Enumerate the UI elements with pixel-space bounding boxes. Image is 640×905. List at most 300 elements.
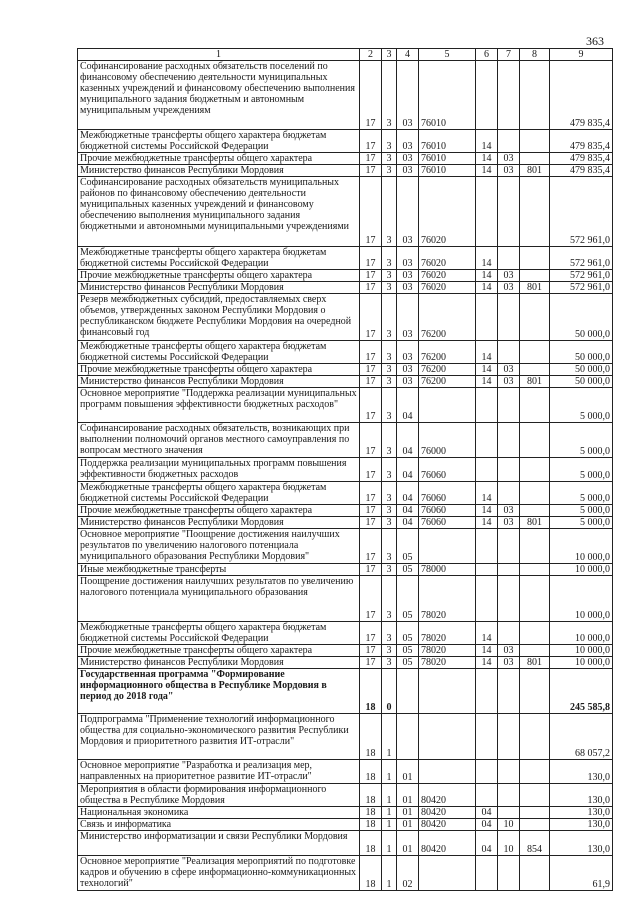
table-cell: 5 000,0 — [550, 482, 613, 505]
table-cell — [476, 714, 498, 760]
table-row — [78, 576, 613, 622]
table-cell: 50 000,0 — [550, 341, 613, 364]
table-cell: 245 585,8 — [550, 669, 613, 714]
table-cell — [520, 130, 550, 153]
table-cell — [520, 61, 550, 130]
table-row — [78, 564, 613, 576]
table-cell: 01 — [397, 760, 419, 784]
table-cell — [520, 177, 550, 247]
table-cell: 10 000,0 — [550, 657, 613, 669]
table-cell — [419, 856, 476, 891]
table-cell: 01 — [397, 784, 419, 807]
table-cell: 78000 — [419, 564, 476, 576]
table-row — [78, 247, 613, 270]
table-cell: 479 835,4 — [550, 61, 613, 130]
table-cell: 76000 — [419, 423, 476, 458]
table-cell: 17 — [360, 177, 382, 247]
table-cell: 05 — [397, 576, 419, 622]
table-cell: 479 835,4 — [550, 165, 613, 177]
table-cell — [397, 714, 419, 760]
row-description: Прочие межбюджетные трансферты общего характера — [78, 645, 360, 657]
table-cell: 03 — [397, 247, 419, 270]
table-cell — [498, 714, 520, 760]
table-cell: 130,0 — [550, 819, 613, 831]
table-cell — [520, 247, 550, 270]
table-cell: 10 — [498, 831, 520, 856]
table-row — [78, 294, 613, 341]
table-cell: 17 — [360, 294, 382, 341]
table-cell: 17 — [360, 529, 382, 564]
table-cell: 1 — [382, 831, 397, 856]
column-header: 6 — [476, 49, 498, 61]
table-cell: 05 — [397, 622, 419, 645]
table-cell: 18 — [360, 669, 382, 714]
row-description: Софинансирование расходных обязательств, возникающих при выполнении полномочий органов местного самоуправления по вопросам местного значения — [78, 423, 360, 458]
table-cell — [520, 270, 550, 282]
table-cell: 03 — [498, 645, 520, 657]
table-cell: 14 — [476, 622, 498, 645]
table-cell: 78020 — [419, 657, 476, 669]
table-cell — [520, 423, 550, 458]
table-cell: 14 — [476, 645, 498, 657]
table-row — [78, 714, 613, 760]
table-cell: 76010 — [419, 61, 476, 130]
row-description: Поддержка реализации муниципальных программ повышения эффективности бюджетных расходов — [78, 458, 360, 482]
page-number: 363 — [586, 34, 604, 48]
table-cell: 5 000,0 — [550, 505, 613, 517]
table-row — [78, 423, 613, 458]
table-cell: 76020 — [419, 282, 476, 294]
table-cell — [520, 714, 550, 760]
table-cell: 04 — [397, 482, 419, 505]
row-description: Софинансирование расходных обязательств муниципальных районов по финансовому обеспечению деятельности муниципальных казенных учреждений и финансовому обеспечению выполнения муниципального задания бюджетными и автономными муниципальными учреждениями — [78, 177, 360, 247]
table-cell: 3 — [382, 505, 397, 517]
table-cell: 03 — [498, 376, 520, 388]
table-cell: 1 — [382, 784, 397, 807]
table-cell: 130,0 — [550, 807, 613, 819]
table-row — [78, 270, 613, 282]
row-description: Иные межбюджетные трансферты — [78, 564, 360, 576]
table-row — [78, 505, 613, 517]
table-cell: 572 961,0 — [550, 270, 613, 282]
row-description: Министерство информатизации и связи Республики Мордовия — [78, 831, 360, 856]
table-cell: 5 000,0 — [550, 458, 613, 482]
table-cell: 5 000,0 — [550, 388, 613, 423]
table-cell: 02 — [397, 856, 419, 891]
table-cell — [520, 622, 550, 645]
table-cell: 14 — [476, 376, 498, 388]
table-cell: 76200 — [419, 294, 476, 341]
table-cell: 18 — [360, 760, 382, 784]
table-cell — [476, 669, 498, 714]
table-cell: 03 — [397, 61, 419, 130]
table-cell — [498, 388, 520, 423]
table-cell: 04 — [476, 831, 498, 856]
table-cell: 80420 — [419, 784, 476, 807]
table-row — [78, 388, 613, 423]
table-cell: 10 000,0 — [550, 622, 613, 645]
table-cell: 03 — [397, 153, 419, 165]
table-row — [78, 364, 613, 376]
table-cell: 17 — [360, 645, 382, 657]
table-cell: 14 — [476, 247, 498, 270]
table-cell — [520, 458, 550, 482]
table-cell: 18 — [360, 714, 382, 760]
table-cell: 50 000,0 — [550, 294, 613, 341]
table-cell: 3 — [382, 482, 397, 505]
table-cell: 3 — [382, 622, 397, 645]
table-cell — [520, 341, 550, 364]
table-cell: 17 — [360, 388, 382, 423]
table-cell: 3 — [382, 458, 397, 482]
table-cell: 04 — [476, 819, 498, 831]
table-cell: 18 — [360, 819, 382, 831]
table-cell: 05 — [397, 529, 419, 564]
row-description: Резерв межбюджетных субсидий, предоставляемых сверх объемов, утвержденных законом Республики Мордовия о республиканском бюджете Республики Мордовия на очередной финансовый год — [78, 294, 360, 341]
column-header: 7 — [498, 49, 520, 61]
table-cell: 572 961,0 — [550, 177, 613, 247]
table-row — [78, 669, 613, 714]
table-cell — [498, 622, 520, 645]
column-header: 8 — [520, 49, 550, 61]
table-cell: 76010 — [419, 130, 476, 153]
table-cell: 76010 — [419, 153, 476, 165]
table-cell: 1 — [382, 819, 397, 831]
table-cell — [498, 529, 520, 564]
table-row — [78, 130, 613, 153]
table-cell — [520, 294, 550, 341]
table-cell — [498, 341, 520, 364]
table-cell — [476, 576, 498, 622]
row-description: Национальная экономика — [78, 807, 360, 819]
table-cell — [498, 294, 520, 341]
table-cell: 572 961,0 — [550, 247, 613, 270]
table-cell — [498, 784, 520, 807]
table-cell: 14 — [476, 130, 498, 153]
table-row — [78, 165, 613, 177]
table-cell: 479 835,4 — [550, 153, 613, 165]
table-cell: 03 — [397, 294, 419, 341]
table-cell: 04 — [397, 505, 419, 517]
table-cell: 10 000,0 — [550, 645, 613, 657]
table-cell — [520, 807, 550, 819]
table-cell — [498, 458, 520, 482]
table-cell: 5 000,0 — [550, 517, 613, 529]
table-cell: 04 — [397, 517, 419, 529]
table-cell: 76200 — [419, 376, 476, 388]
table-cell: 14 — [476, 282, 498, 294]
table-cell: 18 — [360, 831, 382, 856]
table-cell: 03 — [498, 270, 520, 282]
table-cell: 3 — [382, 564, 397, 576]
table-cell — [476, 61, 498, 130]
table-cell: 801 — [520, 165, 550, 177]
row-description: Межбюджетные трансферты общего характера бюджетам бюджетной системы Российской Федерации — [78, 341, 360, 364]
column-header: 3 — [382, 49, 397, 61]
table-cell — [498, 247, 520, 270]
table-cell — [498, 423, 520, 458]
table-cell: 130,0 — [550, 831, 613, 856]
table-cell — [419, 388, 476, 423]
table-row — [78, 341, 613, 364]
table-cell: 76060 — [419, 482, 476, 505]
table-cell: 14 — [476, 517, 498, 529]
table-cell: 17 — [360, 341, 382, 364]
table-cell: 17 — [360, 165, 382, 177]
table-cell: 854 — [520, 831, 550, 856]
table-cell: 17 — [360, 247, 382, 270]
table-cell: 0 — [382, 669, 397, 714]
table-cell: 76020 — [419, 270, 476, 282]
row-description: Основное мероприятие "Реализация мероприятий по подготовке кадров и обучению в сфере информационно-коммуникационных технологий" — [78, 856, 360, 891]
column-header: 9 — [550, 49, 613, 61]
row-description: Основное мероприятие "Разработка и реализация мер, направленных на приоритетное развитие ИТ-отрасли" — [78, 760, 360, 784]
row-description: Прочие межбюджетные трансферты общего характера — [78, 153, 360, 165]
table-row — [78, 482, 613, 505]
table-cell: 80420 — [419, 807, 476, 819]
table-cell: 50 000,0 — [550, 364, 613, 376]
table-cell: 572 961,0 — [550, 282, 613, 294]
table-cell: 03 — [498, 282, 520, 294]
table-cell — [476, 564, 498, 576]
table-cell — [520, 529, 550, 564]
row-description: Подпрограмма "Применение технологий информационного общества для социально-экономического развития Республики Мордовия и приоритетного развития ИТ-отрасли" — [78, 714, 360, 760]
table-cell: 03 — [498, 364, 520, 376]
table-cell: 3 — [382, 376, 397, 388]
table-cell — [520, 505, 550, 517]
table-cell — [520, 576, 550, 622]
header-row — [78, 49, 613, 61]
table-row — [78, 282, 613, 294]
table-cell — [520, 819, 550, 831]
table-cell: 03 — [498, 153, 520, 165]
table-cell — [476, 784, 498, 807]
table-cell: 3 — [382, 130, 397, 153]
table-cell — [476, 856, 498, 891]
row-description: Поощрение достижения наилучших результатов по увеличению налогового потенциала муниципального образования — [78, 576, 360, 622]
table-cell — [498, 177, 520, 247]
table-cell: 03 — [397, 341, 419, 364]
row-description: Министерство финансов Республики Мордовия — [78, 165, 360, 177]
table-cell: 68 057,2 — [550, 714, 613, 760]
table-cell — [520, 364, 550, 376]
table-cell: 01 — [397, 831, 419, 856]
table-row — [78, 622, 613, 645]
row-description: Министерство финансов Республики Мордовия — [78, 517, 360, 529]
table-row — [78, 856, 613, 891]
table-cell: 479 835,4 — [550, 130, 613, 153]
table-cell — [397, 669, 419, 714]
table-cell: 04 — [476, 807, 498, 819]
table-cell: 76020 — [419, 177, 476, 247]
table-cell: 61,9 — [550, 856, 613, 891]
table-cell: 17 — [360, 376, 382, 388]
table-cell — [476, 458, 498, 482]
table-cell: 78020 — [419, 622, 476, 645]
table-cell — [520, 856, 550, 891]
table-cell: 10 000,0 — [550, 564, 613, 576]
table-row — [78, 61, 613, 130]
table-cell: 03 — [397, 270, 419, 282]
table-cell: 17 — [360, 622, 382, 645]
table-cell: 76060 — [419, 517, 476, 529]
table-row — [78, 784, 613, 807]
row-description: Прочие межбюджетные трансферты общего характера — [78, 505, 360, 517]
table-cell: 05 — [397, 645, 419, 657]
row-description: Министерство финансов Республики Мордовия — [78, 657, 360, 669]
table-cell: 76200 — [419, 364, 476, 376]
table-cell: 3 — [382, 294, 397, 341]
column-header: 5 — [419, 49, 476, 61]
table-cell: 03 — [397, 130, 419, 153]
table-cell: 3 — [382, 165, 397, 177]
table-cell: 130,0 — [550, 760, 613, 784]
table-row — [78, 177, 613, 247]
table-cell: 17 — [360, 576, 382, 622]
table-cell: 17 — [360, 270, 382, 282]
table-cell: 3 — [382, 517, 397, 529]
table-cell: 17 — [360, 61, 382, 130]
row-description: Прочие межбюджетные трансферты общего характера — [78, 270, 360, 282]
table-cell: 04 — [397, 388, 419, 423]
table-cell: 1 — [382, 760, 397, 784]
table-cell: 01 — [397, 807, 419, 819]
table-cell: 3 — [382, 341, 397, 364]
row-description: Государственная программа "Формирование информационного общества в Республике Мордовия в период до 2018 года" — [78, 669, 360, 714]
row-description: Министерство финансов Республики Мордовия — [78, 376, 360, 388]
row-description: Основное мероприятие "Поддержка реализации муниципальных программ повышения эффективности бюджетных расходов" — [78, 388, 360, 423]
table-row — [78, 376, 613, 388]
table-cell: 17 — [360, 282, 382, 294]
table-cell — [498, 576, 520, 622]
row-description: Мероприятия в области формирования информационного общества в Республике Мордовия — [78, 784, 360, 807]
table-cell — [476, 294, 498, 341]
table-cell — [520, 669, 550, 714]
table-cell: 03 — [397, 376, 419, 388]
table-cell — [476, 760, 498, 784]
table-cell: 76060 — [419, 505, 476, 517]
table-cell: 03 — [397, 165, 419, 177]
table-cell — [498, 482, 520, 505]
table-cell: 801 — [520, 657, 550, 669]
budget-table — [77, 48, 613, 891]
table-cell: 18 — [360, 856, 382, 891]
table-cell — [520, 388, 550, 423]
table-cell: 14 — [476, 165, 498, 177]
table-cell: 03 — [397, 282, 419, 294]
table-cell: 03 — [498, 165, 520, 177]
table-cell — [476, 177, 498, 247]
table-cell: 14 — [476, 657, 498, 669]
table-row — [78, 657, 613, 669]
table-cell: 14 — [476, 482, 498, 505]
table-cell: 3 — [382, 657, 397, 669]
table-cell: 04 — [397, 423, 419, 458]
table-cell — [498, 61, 520, 130]
table-cell — [520, 564, 550, 576]
table-cell: 03 — [498, 657, 520, 669]
column-header: 2 — [360, 49, 382, 61]
table-cell: 801 — [520, 517, 550, 529]
table-cell: 17 — [360, 564, 382, 576]
table-cell: 3 — [382, 153, 397, 165]
table-row — [78, 807, 613, 819]
table-cell: 03 — [397, 364, 419, 376]
row-description: Межбюджетные трансферты общего характера бюджетам бюджетной системы Российской Федерации — [78, 130, 360, 153]
table-cell — [498, 856, 520, 891]
table-cell: 17 — [360, 130, 382, 153]
table-cell — [476, 423, 498, 458]
row-description: Министерство финансов Республики Мордовия — [78, 282, 360, 294]
row-description: Межбюджетные трансферты общего характера бюджетам бюджетной системы Российской Федерации — [78, 247, 360, 270]
table-cell: 3 — [382, 364, 397, 376]
table-cell: 3 — [382, 388, 397, 423]
table-cell: 17 — [360, 458, 382, 482]
table-cell: 14 — [476, 364, 498, 376]
table-cell: 05 — [397, 564, 419, 576]
table-cell: 18 — [360, 784, 382, 807]
table-cell — [520, 482, 550, 505]
table-cell — [476, 388, 498, 423]
table-cell: 17 — [360, 505, 382, 517]
table-cell: 801 — [520, 282, 550, 294]
table-cell: 04 — [397, 458, 419, 482]
table-cell: 03 — [397, 177, 419, 247]
table-cell: 5 000,0 — [550, 423, 613, 458]
row-description: Межбюджетные трансферты общего характера бюджетам бюджетной системы Российской Федерации — [78, 622, 360, 645]
table-cell: 17 — [360, 482, 382, 505]
table-cell — [419, 669, 476, 714]
table-cell: 17 — [360, 364, 382, 376]
table-cell: 80420 — [419, 831, 476, 856]
table-cell: 10 000,0 — [550, 576, 613, 622]
table-cell: 76010 — [419, 165, 476, 177]
column-header: 1 — [78, 49, 360, 61]
table-cell: 1 — [382, 807, 397, 819]
table-cell: 18 — [360, 807, 382, 819]
table-cell: 17 — [360, 423, 382, 458]
table-cell: 3 — [382, 282, 397, 294]
table-row — [78, 831, 613, 856]
table-row — [78, 645, 613, 657]
table-cell: 10 000,0 — [550, 529, 613, 564]
table-row — [78, 517, 613, 529]
table-cell: 801 — [520, 376, 550, 388]
table-cell: 17 — [360, 153, 382, 165]
table-cell: 130,0 — [550, 784, 613, 807]
table-cell — [419, 714, 476, 760]
table-cell: 05 — [397, 657, 419, 669]
table-cell: 76060 — [419, 458, 476, 482]
table-cell: 17 — [360, 517, 382, 529]
table-cell: 14 — [476, 153, 498, 165]
table-cell: 3 — [382, 270, 397, 282]
table-row — [78, 153, 613, 165]
table-cell — [498, 130, 520, 153]
table-cell: 3 — [382, 529, 397, 564]
table-row — [78, 529, 613, 564]
table-cell — [476, 529, 498, 564]
table-cell: 1 — [382, 856, 397, 891]
table-cell: 3 — [382, 247, 397, 270]
table-cell: 1 — [382, 714, 397, 760]
table-cell — [520, 153, 550, 165]
row-description: Межбюджетные трансферты общего характера бюджетам бюджетной системы Российской Федерации — [78, 482, 360, 505]
table-cell: 17 — [360, 657, 382, 669]
table-cell — [498, 807, 520, 819]
table-cell: 14 — [476, 505, 498, 517]
table-cell: 3 — [382, 61, 397, 130]
